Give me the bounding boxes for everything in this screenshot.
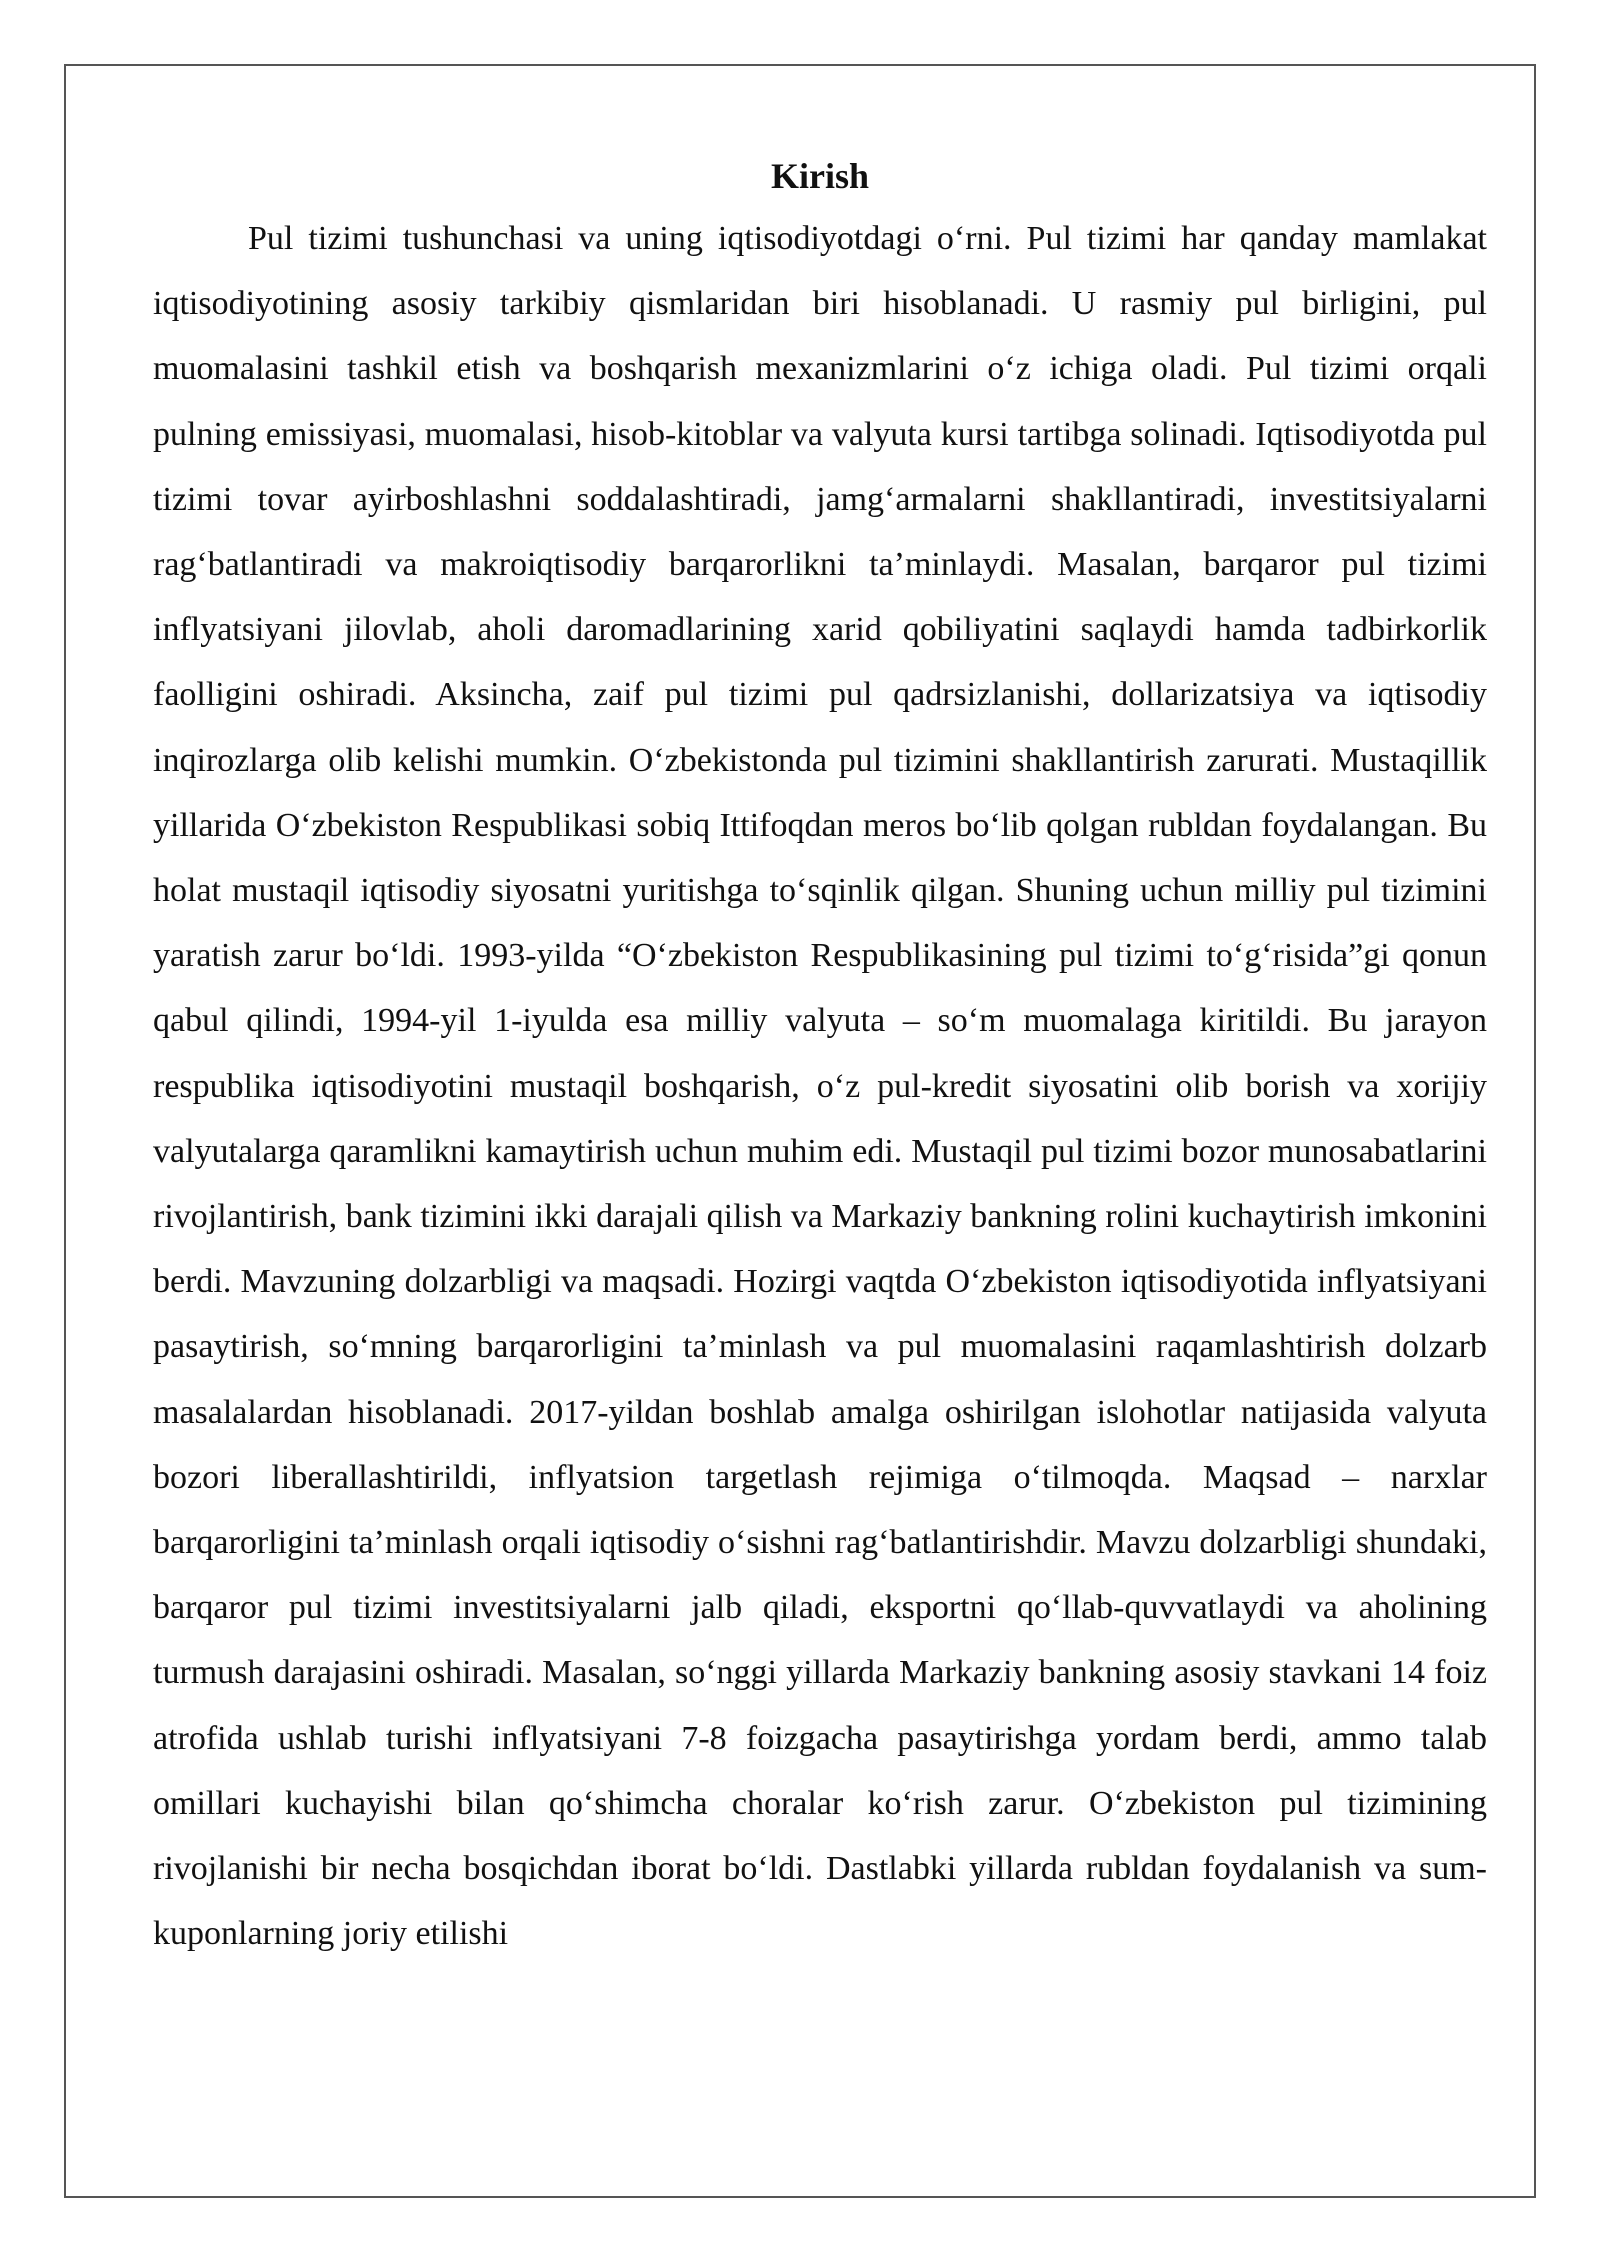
document-title: Kirish <box>770 156 869 196</box>
body-paragraph: Pul tizimi tushunchasi va uning iqtisodiyotdagi o‘rni. Pul tizimi har qanday mamlakat iqtisodiyotining asosiy tarkibiy qismlaridan biri hisoblanadi. U rasmiy pul birligini, pul muomalasini tashkil etish va boshqarish mexanizmlarini o‘z ichiga oladi. Pul tizimi orqali pulning emissiyasi, muomalasi, hisob-kitoblar va valyuta kursi tartibga solinadi. Iqtisodiyotda pul tizimi tovar ayirboshlashni soddalashtiradi, jamg‘armalarni shakllantiradi, investitsiyalarni rag‘batlantiradi va makroiqtisodiy barqarorlikni ta’minlaydi. Masalan, barqaror pul tizimi inflyatsiyani jilovlab, aholi daromadlarining xarid qobiliyatini saqlaydi hamda tadbirkorlik faolligini oshiradi. Aksincha, zaif pul tizimi pul qadrsizlanishi, dollarizatsiya va iqtisodiy inqirozlarga olib kelishi mumkin. O‘zbekistonda pul tizimini shakllantirish zarurati. Mustaqillik yillarida O‘zbekiston Respublikasi sobiq Ittifoqdan meros bo‘lib qolgan rubldan foydalangan. Bu holat mustaqil iqtisodiy siyosatni yuritishga to‘sqinlik qilgan. Shuning uchun milliy pul tizimini yaratish zarur bo‘ldi. 1993-yilda “O‘zbekiston Respublikasining pul tizimi to‘g‘risida”gi qonun qabul qilindi, 1994-yil 1-iyulda esa milliy valyuta – so‘m muomalaga kiritildi. Bu jarayon respublika iqtisodiyotini mustaqil boshqarish, o‘z pul-kredit siyosatini olib borish va xorijiy valyutalarga qaramlikni kamaytirish uchun muhim edi. Mustaqil pul tizimi bozor munosabatlarini rivojlantirish, bank tizimini ikki darajali qilish va Markaziy bankning rolini kuchaytirish imkonini berdi. Mavzuning dolzarbligi va maqsadi. Hozirgi vaqtda O‘zbekiston iqtisodiyotida inflyatsiyani pasaytirish, so‘mning barqarorligini ta’minlash va pul muomalasini raqamlashtirish dolzarb masalalardan hisoblanadi. 2017-yildan boshlab amalga oshirilgan islohotlar natijasida valyuta bozori liberallashtirildi, inflyatsion targetlash rejimiga o‘tilmoqda. Maqsad – narxlar barqarorligini ta’minlash orqali iqtisodiy o‘sishni rag‘batlantirishdir. Mavzu dolzarbligi shundaki, barqaror pul tizimi investitsiyalarni jalb qiladi, eksportni qo‘llab-quvvatlaydi va aholining turmush darajasini oshiradi. Masalan, so‘nggi yillarda Markaziy bankning asosiy stavkani 14 foiz atrofida ushlab turishi inflyatsiyani 7-8 foizgacha pasaytirishga yordam berdi, ammo talab omillari kuchayishi bilan qo‘shimcha choralar ko‘rish zarur. O‘zbekiston pul tizimining rivojlanishi bir necha bosqichdan iborat bo‘ldi. Dastlabki yillarda rubldan foydalanish va sum-kuponlarning joriy etilishi <box>153 220 1487 1953</box>
document-body <box>153 146 1487 1966</box>
